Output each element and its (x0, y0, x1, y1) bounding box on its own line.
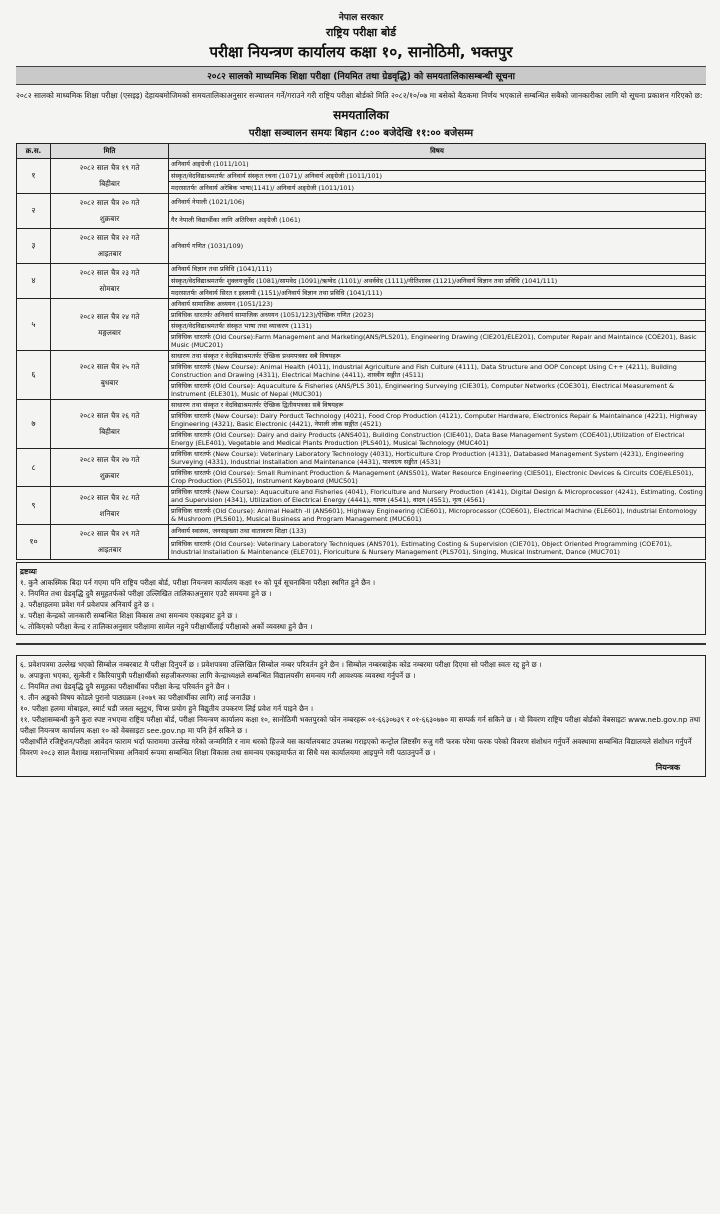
subject-cell: प्राविधिक धारतर्फ (New Course): Animal Health (4011), Industrial Agriculture and Fish Culture (4111), Data Structure and OOP Concept Using C++ (4211), Building Construction and Drawing (4311), Electrical Machine (4411), शास्त्रीय सङ्गीत (4511) (169, 362, 706, 381)
note-item: ९. तीन अङ्कको विषय कोडले पुरानो पाठ्यक्रम (२०७९ का परीक्षार्थीका लागि) लाई जनाउँछ । (20, 693, 256, 702)
notice-banner: २०८२ सालको माध्यमिक शिक्षा परीक्षा (नियमित तथा ग्रेडवृद्धि) को समयतालिकासम्बन्धी सूचना (16, 66, 706, 85)
row-serial: ६ (17, 351, 51, 400)
note-item: ३. परीक्षाहलमा प्रवेश गर्न प्रवेशपत्र अनिवार्य हुने छ । (20, 600, 155, 609)
row-day: बिहीबार (99, 179, 120, 188)
note-item: परीक्षार्थीले रजिष्ट्रेशन/परीक्षा आवेदन फाराम भर्दा फाराममा उल्लेख गरेको जन्ममिति र नाम थरको हिज्जे यस कार्यालयबाट उपलब्ध गराइएको कन्ट्रोल लिष्टसँग रुजु गरी फरक परेमा फरक परेको विवरण संशोधन गर्नुपर्ने अवस्थामा सम्बन्धित विद्यालयले संशोधन गर्नुपर्ने विवरण २०८३ साल वैशाख मसान्तभित्रमा अनिवार्य रूपमा सम्बन्धित शिक्षा विकास तथा समन्वय एकाइमार्फत वा सिधै यस कार्यालयमा आइपुग्ने गरी पठाउनुपर्ने छ । (20, 737, 692, 757)
row-day: आइतबार (97, 545, 122, 554)
note-item: ५. तोकिएको परीक्षा केन्द्र र तालिकाअनुसार परीक्षामा सामेल नहुने परीक्षार्थीलाई परीक्षाको अर्को व्यवस्था हुने छैन । (20, 622, 313, 631)
table-row (17, 264, 706, 276)
row-date: २०८२ साल चैत्र २५ गते (79, 362, 140, 371)
row-serial: ५ (17, 299, 51, 351)
row-serial: ८ (17, 449, 51, 487)
row-serial: ७ (17, 400, 51, 449)
row-date-cell (51, 159, 169, 194)
note-item: ११. परीक्षासम्बन्धी कुनै कुरा स्पष्ट नभएमा राष्ट्रिय परीक्षा बोर्ड, परीक्षा नियन्त्रण कार्यालय कक्षा १०, सानोठिमी भक्तपुरको फोन नम्बरहरू ०१-६६३०७३९ र ०१-६६३०७७० मा सम्पर्क गर्न सकिने छ । यो विवरण राष्ट्रिय परीक्षा बोर्डको वेबसाइटः www.neb.gov.np तथा परीक्षा नियन्त्रण कार्यालय कक्षा १० को वेबसाइटः see.gov.np मा पनि हेर्न सकिने छ । (20, 715, 701, 735)
row-day: सोमबार (99, 284, 120, 293)
notes-heading: द्रष्टव्यः (20, 567, 37, 576)
note-item: १. कुनै आकस्मिक बिदा पर्न गएमा पनि राष्ट्रिय परीक्षा बोर्ड, परीक्षा नियन्त्रण कार्यालय कक्षा १० को पूर्व सूचनाबिना परीक्षा स्थगित हुने छैन । (20, 578, 376, 587)
col-subject-header: विषय (169, 144, 706, 159)
subject-cell: संस्कृत/वेदविद्याश्रमतर्फः शुक्लयजुर्वेद (1081)/सामवेद (1091)/ऋग्वेद (1101)/ अथर्ववेद (1111)/नीतिशास्त्र (1121)/अनिवार्य विज्ञान तथा प्रविधि (1041/111) (169, 275, 706, 287)
col-sn-header: क्र.स. (17, 144, 51, 159)
divider (16, 643, 706, 645)
subject-cell: प्राविधिक धारतर्फ (Old Course): Animal Health -II (ANS601), Highway Engineering (CIE601), Microprocessor (COE601), Electrical Machine (ELE601), Industrial Entomology & Mushroom (PLS601), Musical Business and Program Management (MUC601) (169, 506, 706, 525)
subject-cell: अनिवार्य अङ्ग्रेजी (1011/101) (169, 159, 706, 171)
subject-cell: संस्कृत/वेदविद्याश्रमतर्फः अनिवार्य संस्कृत रचना (1071)/ अनिवार्य अङ्ग्रेजी (1011/101) (169, 170, 706, 182)
row-serial: २ (17, 194, 51, 229)
row-date: २०८२ साल चैत्र २७ गते (79, 454, 140, 464)
subject-cell: साधारण तथा संस्कृत र वेदविद्याश्रमतर्फः ऐच्छिक प्रथमपत्रका सबै विषयहरू (169, 351, 706, 362)
subject-cell: अनिवार्य विज्ञान तथा प्रविधि (1041/111) (169, 264, 706, 276)
row-date: २०८२ साल चैत्र २८ गते (79, 492, 140, 502)
table-row (17, 525, 706, 538)
table-header-row (17, 144, 706, 159)
row-date: २०८२ साल चैत्र २२ गते (79, 233, 140, 242)
subject-cell: प्राविधिक धारतर्फ (New Course): Dairy Porduct Technology (4021), Food Crop Production (4121), Computer Hardware, Electronics Repair & Maintainance (4221), Highway Engineering (4321), Basic Electronic (4421), नेपाली लोक सङ्गीत (4521) (169, 411, 706, 430)
row-date-cell (51, 525, 169, 560)
row-serial: ९ (17, 487, 51, 525)
timetable-body (17, 159, 706, 560)
row-date-cell (51, 299, 169, 351)
notes-list (20, 577, 702, 632)
subject-cell: अनिवार्य नेपाली (1021/106) (169, 194, 706, 212)
subject-cell: प्राविधिक धारतर्फ (Old Course): Small Ruminant Production & Management (ANS501), Water Resource Engineering (CIE501), Electronic Devices & Circuits COE/ELE501), Crop Production (PLS501), Instrument Keyboard (MUC501) (169, 468, 706, 487)
row-day: बिहीबार (99, 427, 120, 436)
row-day: शुक्रबार (99, 214, 120, 223)
row-date-cell (51, 400, 169, 449)
row-date: २०८२ साल चैत्र १९ गते (79, 163, 140, 172)
note-item: २. नियमित तथा ग्रेडवृद्धि दुवै समूहतर्फको परीक्षा उल्लिखित तालिकाअनुसार एउटै समयमा हुने छ । (20, 589, 272, 598)
row-day: आइतबार (97, 249, 122, 258)
subject-cell: संस्कृत/वेदविद्याश्रमतर्फः संस्कृत भाषा तथा व्याकरण (1131) (169, 321, 706, 332)
note-item: ८. नियमित तथा ग्रेडवृद्धि दुवै समूहका परीक्षार्थीका परीक्षा केन्द्र परिवर्तन हुने छैन । (20, 682, 230, 691)
subject-cell: प्राविधिक धारतर्फः अनिवार्य सामाजिक अध्ययन (1051/123)/ऐच्छिक गणित (2023) (169, 310, 706, 321)
row-date: २०८२ साल चैत्र २९ गते (79, 529, 140, 538)
row-date: २०८२ साल चैत्र २० गते (79, 198, 140, 207)
subject-cell: अनिवार्य गणित (1031/109) (169, 229, 706, 264)
table-row (17, 299, 706, 310)
row-date-cell (51, 194, 169, 229)
timetable-title: समयतालिका (333, 108, 389, 122)
row-day: शुक्रबार (99, 470, 120, 480)
subject-cell: मदरसातर्फः अनिवार्य अरेबिक भाषा(1141)/ अनिवार्य अङ्ग्रेजी (1011/101) (169, 182, 706, 194)
table-row (17, 351, 706, 362)
signature: नियन्त्रक (655, 763, 680, 772)
subject-cell: अनिवार्य सामाजिक अध्ययन (1051/123) (169, 299, 706, 310)
note-item: ६. प्रवेशपत्रमा उल्लेख भएको सिम्बोल नम्बरबाट मै परीक्षा दिनुपर्ने छ । प्रवेशपत्रमा उल्लिखित सिम्बोल नम्बर परिवर्तन हुने छैन । सिम्बोल नम्बरबाहेक कोड नम्बरमा परीक्षा दिएमा सो परीक्षा स्वतः रद्द हुने छ । (20, 660, 542, 669)
row-day: बुधबार (100, 378, 119, 387)
timetable-table (16, 143, 706, 560)
subject-cell: प्राविधिक धारतर्फ (Old Course): Dairy and dairy Products (ANS401), Building Construction (CIE401), Data Base Management System (COE401),Utilization of Electrical Energy (ELE401), Vegetable and Medical Plants Production (PLS401), Musical Technology (MUC401) (169, 430, 706, 449)
notes-box-2 (16, 655, 706, 777)
col-date-header: मिति (51, 144, 169, 159)
row-serial: १० (17, 525, 51, 560)
table-row (17, 487, 706, 506)
row-date: २०८२ साल चैत्र २४ गते (79, 311, 140, 321)
subject-cell: अनिवार्य स्वास्थ्य, जनसङ्ख्या तथा वातावरण शिक्षा (133) (169, 525, 706, 538)
notes-box (16, 562, 706, 635)
office-title: परीक्षा नियन्त्रण कार्यालय कक्षा १०, सानोठिमी, भक्तपुर (209, 43, 513, 61)
notes-list-2 (20, 659, 702, 758)
row-date-cell (51, 264, 169, 299)
row-serial: ४ (17, 264, 51, 299)
table-row (17, 159, 706, 171)
board-title: राष्ट्रिय परीक्षा बोर्ड (325, 26, 396, 39)
subject-cell: प्राविधिक धारतर्फ (New Course): Aquaculture and Fisheries (4041), Floriculture and Nursery Production (4141), Digital Design & Microprocessor (4241), Estimating, Costing and Supervision (4341), Utilization of Electrical Energy (4441), गायन (4541), वादन (4551), नृत्य (4561) (169, 487, 706, 506)
note-item: १०. परीक्षा हलमा मोबाइल, स्मार्ट घडी जस्ता ब्लुटुथ, चिप्स प्रयोग हुने विद्युतीय उपकरण लिई प्रवेश गर्न पाइने छैन । (20, 704, 314, 713)
subject-cell: मदरसातर्फः अनिवार्य सिरत र इस्लामी (1151)/अनिवार्य विज्ञान तथा प्रविधि (1041/111) (169, 287, 706, 299)
table-row (17, 449, 706, 468)
table-row (17, 229, 706, 264)
table-row (17, 194, 706, 212)
government-title: नेपाल सरकार (338, 13, 384, 23)
row-date: २०८२ साल चैत्र २६ गते (79, 411, 140, 420)
table-row (17, 400, 706, 411)
note-item: ७. अपाङ्गता भएका, सुत्केरी र किरियापुत्री परीक्षार्थीको सहजीकरणका लागि केन्द्राध्यक्षले सम्बन्धित विद्यालयसँग समन्वय गरी आवश्यक व्यवस्था गर्नुपर्ने छ । (20, 671, 416, 680)
exam-time: परीक्षा सञ्चालन समयः बिहान ८:०० बजेदेखि ११:०० बजेसम्म (248, 128, 474, 139)
subject-cell: प्राविधिक धारतर्फ (Old Course):Farm Management and Marketing(ANS/PLS201), Engineering Drawing (CIE201/ELE201), Computer Repair and Maintaince (COE201), Basic Music (MUC201) (169, 332, 706, 351)
notice-sheet (16, 8, 706, 777)
intro-paragraph: २०८२ सालको माध्यमिक शिक्षा परीक्षा (एसइइ) देहायबमोजिमको समयतालिकाअनुसार सञ्चालन गर्ने/गराउने गरी राष्ट्रिय परीक्षा बोर्डको मिति २०८२/१०/०७ मा बसेको बैठकमा निर्णय भएकाले सम्बन्धित सबैको जानकारीका लागि यो सूचना प्रकाशन गरिएको छ: (16, 91, 703, 100)
row-date-cell (51, 449, 169, 487)
subject-cell: प्राविधिक धारतर्फ (Old Course): Veterinary Laboratory Techniques (ANS701), Estimating Costing & Supervision (CIE701), Object Oriented Programming (COE701), Industrial Installation & Maintenance (ELE701), Floriculture & Nursery Management (PLS701), Singing, Musical Instrument, Dance (MUC701) (169, 537, 706, 559)
row-day: शनिबार (99, 508, 120, 518)
row-date-cell (51, 229, 169, 264)
subject-cell: प्राविधिक धारतर्फ (New Course): Veterinary Laboratory Technology (4031), Horticulture Crop Production (4131), Databased Management System (4231), Engineering Surveying (4331), Industrial Installation and Maintenance (4431), पाश्चात्य सङ्गीत (4531) (169, 449, 706, 468)
subject-cell: प्राविधिक धारतर्फ (Old Course): Aquaculture & Fisheries (ANS/PLS 301), Engineering Surveying (CIE301), Computer Networks (COE301), Electrical Measurement & Instrument (ELE301), Music of Nepal (MUC301) (169, 381, 706, 400)
row-serial: ३ (17, 229, 51, 264)
note-item: ४. परीक्षा केन्द्रको जानकारी सम्बन्धित शिक्षा विकास तथा समन्वय एकाइबाट हुने छ । (20, 611, 238, 620)
row-serial: १ (17, 159, 51, 194)
row-day: मङ्गलबार (98, 327, 121, 337)
row-date-cell (51, 487, 169, 525)
row-date-cell (51, 351, 169, 400)
subject-cell: गैर नेपाली विद्यार्थीका लागि अतिरिक्त अङ्ग्रेजी (1061) (169, 211, 706, 229)
subject-cell: साधारण तथा संस्कृत र वेदविद्याश्रमतर्फः ऐच्छिक द्वितीयपत्रका सबै विषयहरू (169, 400, 706, 411)
row-date: २०८२ साल चैत्र २३ गते (79, 268, 140, 277)
